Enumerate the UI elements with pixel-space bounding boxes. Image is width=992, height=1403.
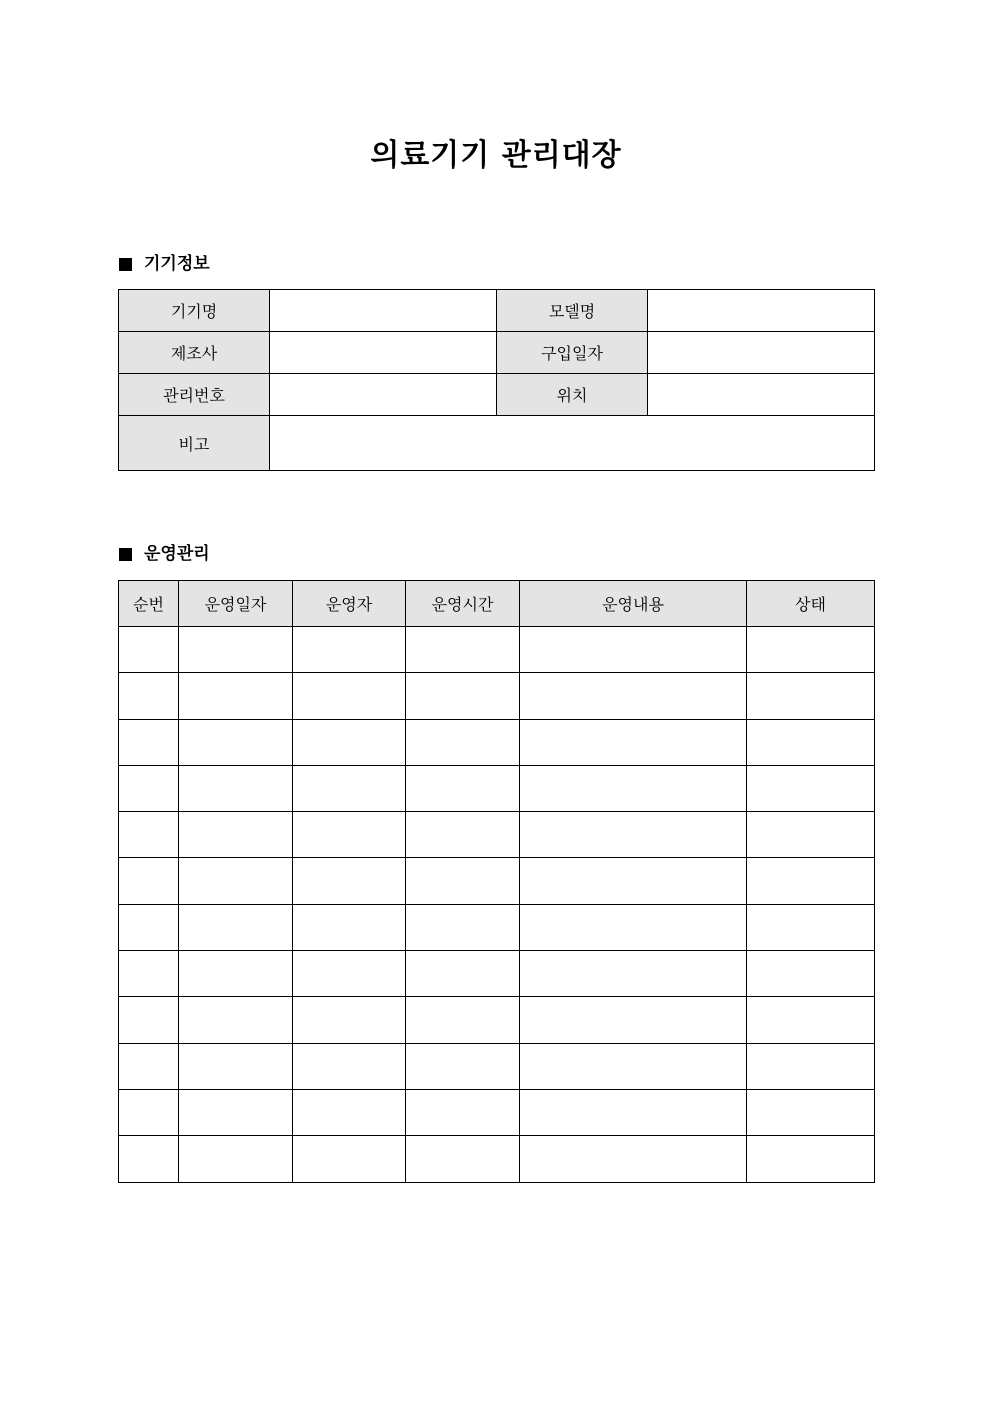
- table-row: [119, 673, 875, 719]
- table-row: [119, 332, 875, 374]
- seq-cell[interactable]: [119, 1089, 179, 1135]
- operator-cell[interactable]: [293, 997, 406, 1043]
- status-cell[interactable]: [747, 951, 875, 997]
- status-cell[interactable]: [747, 627, 875, 673]
- status-cell[interactable]: [747, 858, 875, 904]
- time-cell[interactable]: [406, 904, 520, 950]
- content-cell[interactable]: [520, 1089, 747, 1135]
- column-header-operator: 운영자: [293, 581, 406, 627]
- operator-cell[interactable]: [293, 627, 406, 673]
- status-cell[interactable]: [747, 1089, 875, 1135]
- black-square-icon: [119, 548, 132, 561]
- label-management-number: 관리번호: [119, 374, 270, 416]
- operator-cell[interactable]: [293, 904, 406, 950]
- label-purchase-date: 구입일자: [497, 332, 648, 374]
- date-cell[interactable]: [179, 1043, 293, 1089]
- manufacturer-field[interactable]: [270, 332, 497, 374]
- time-cell[interactable]: [406, 812, 520, 858]
- status-cell[interactable]: [747, 673, 875, 719]
- section-heading-device-info: [119, 253, 210, 275]
- time-cell[interactable]: [406, 1136, 520, 1182]
- content-cell[interactable]: [520, 904, 747, 950]
- time-cell[interactable]: [406, 997, 520, 1043]
- time-cell[interactable]: [406, 765, 520, 811]
- device-info-table: [118, 289, 875, 471]
- date-cell[interactable]: [179, 858, 293, 904]
- seq-cell[interactable]: [119, 1043, 179, 1089]
- section-heading-operations: [119, 543, 210, 565]
- time-cell[interactable]: [406, 673, 520, 719]
- table-row: [119, 416, 875, 471]
- date-cell[interactable]: [179, 673, 293, 719]
- content-cell[interactable]: [520, 951, 747, 997]
- status-cell[interactable]: [747, 812, 875, 858]
- model-name-field[interactable]: [648, 290, 875, 332]
- operator-cell[interactable]: [293, 1089, 406, 1135]
- table-row: [119, 1089, 875, 1135]
- operator-cell[interactable]: [293, 719, 406, 765]
- purchase-date-field[interactable]: [648, 332, 875, 374]
- table-row: [119, 1136, 875, 1182]
- date-cell[interactable]: [179, 951, 293, 997]
- label-manufacturer: 제조사: [119, 332, 270, 374]
- table-row: [119, 904, 875, 950]
- seq-cell[interactable]: [119, 812, 179, 858]
- page-title: 의료기기 관리대장: [370, 138, 622, 173]
- operator-cell[interactable]: [293, 951, 406, 997]
- label-location: 위치: [497, 374, 648, 416]
- table-row: [119, 812, 875, 858]
- table-row: [119, 858, 875, 904]
- content-cell[interactable]: [520, 858, 747, 904]
- label-model-name: 모델명: [497, 290, 648, 332]
- seq-cell[interactable]: [119, 765, 179, 811]
- label-remarks: 비고: [119, 416, 270, 471]
- seq-cell[interactable]: [119, 951, 179, 997]
- status-cell[interactable]: [747, 997, 875, 1043]
- operator-cell[interactable]: [293, 673, 406, 719]
- content-cell[interactable]: [520, 765, 747, 811]
- operator-cell[interactable]: [293, 858, 406, 904]
- seq-cell[interactable]: [119, 858, 179, 904]
- table-row: [119, 719, 875, 765]
- date-cell[interactable]: [179, 765, 293, 811]
- table-row: [119, 765, 875, 811]
- status-cell[interactable]: [747, 719, 875, 765]
- column-header-content: 운영내용: [520, 581, 747, 627]
- content-cell[interactable]: [520, 1043, 747, 1089]
- label-device-name: 기기명: [119, 290, 270, 332]
- date-cell[interactable]: [179, 997, 293, 1043]
- time-cell[interactable]: [406, 719, 520, 765]
- operator-cell[interactable]: [293, 812, 406, 858]
- seq-cell[interactable]: [119, 1136, 179, 1182]
- seq-cell[interactable]: [119, 904, 179, 950]
- seq-cell[interactable]: [119, 627, 179, 673]
- table-header-row: [119, 581, 875, 627]
- date-cell[interactable]: [179, 904, 293, 950]
- content-cell[interactable]: [520, 1136, 747, 1182]
- management-number-field[interactable]: [270, 374, 497, 416]
- section-heading-label: 운영관리: [144, 544, 210, 564]
- content-cell[interactable]: [520, 627, 747, 673]
- table-row: [119, 997, 875, 1043]
- content-cell[interactable]: [520, 673, 747, 719]
- time-cell[interactable]: [406, 858, 520, 904]
- time-cell[interactable]: [406, 951, 520, 997]
- date-cell[interactable]: [179, 1136, 293, 1182]
- device-name-field[interactable]: [270, 290, 497, 332]
- location-field[interactable]: [648, 374, 875, 416]
- table-row: [119, 290, 875, 332]
- time-cell[interactable]: [406, 1089, 520, 1135]
- content-cell[interactable]: [520, 719, 747, 765]
- date-cell[interactable]: [179, 627, 293, 673]
- time-cell[interactable]: [406, 627, 520, 673]
- table-row: [119, 374, 875, 416]
- date-cell[interactable]: [179, 719, 293, 765]
- content-cell[interactable]: [520, 997, 747, 1043]
- section-heading-label: 기기정보: [144, 254, 210, 274]
- seq-cell[interactable]: [119, 997, 179, 1043]
- operations-table: [118, 580, 875, 1183]
- black-square-icon: [119, 258, 132, 271]
- time-cell[interactable]: [406, 1043, 520, 1089]
- seq-cell[interactable]: [119, 673, 179, 719]
- status-cell[interactable]: [747, 1136, 875, 1182]
- column-header-date: 운영일자: [179, 581, 293, 627]
- date-cell[interactable]: [179, 1089, 293, 1135]
- remarks-field[interactable]: [270, 416, 875, 471]
- date-cell[interactable]: [179, 812, 293, 858]
- operator-cell[interactable]: [293, 1136, 406, 1182]
- seq-cell[interactable]: [119, 719, 179, 765]
- status-cell[interactable]: [747, 765, 875, 811]
- table-row: [119, 627, 875, 673]
- status-cell[interactable]: [747, 904, 875, 950]
- table-row: [119, 1043, 875, 1089]
- column-header-seq: 순번: [119, 581, 179, 627]
- operator-cell[interactable]: [293, 765, 406, 811]
- column-header-time: 운영시간: [406, 581, 520, 627]
- status-cell[interactable]: [747, 1043, 875, 1089]
- content-cell[interactable]: [520, 812, 747, 858]
- table-row: [119, 951, 875, 997]
- column-header-status: 상태: [747, 581, 875, 627]
- operator-cell[interactable]: [293, 1043, 406, 1089]
